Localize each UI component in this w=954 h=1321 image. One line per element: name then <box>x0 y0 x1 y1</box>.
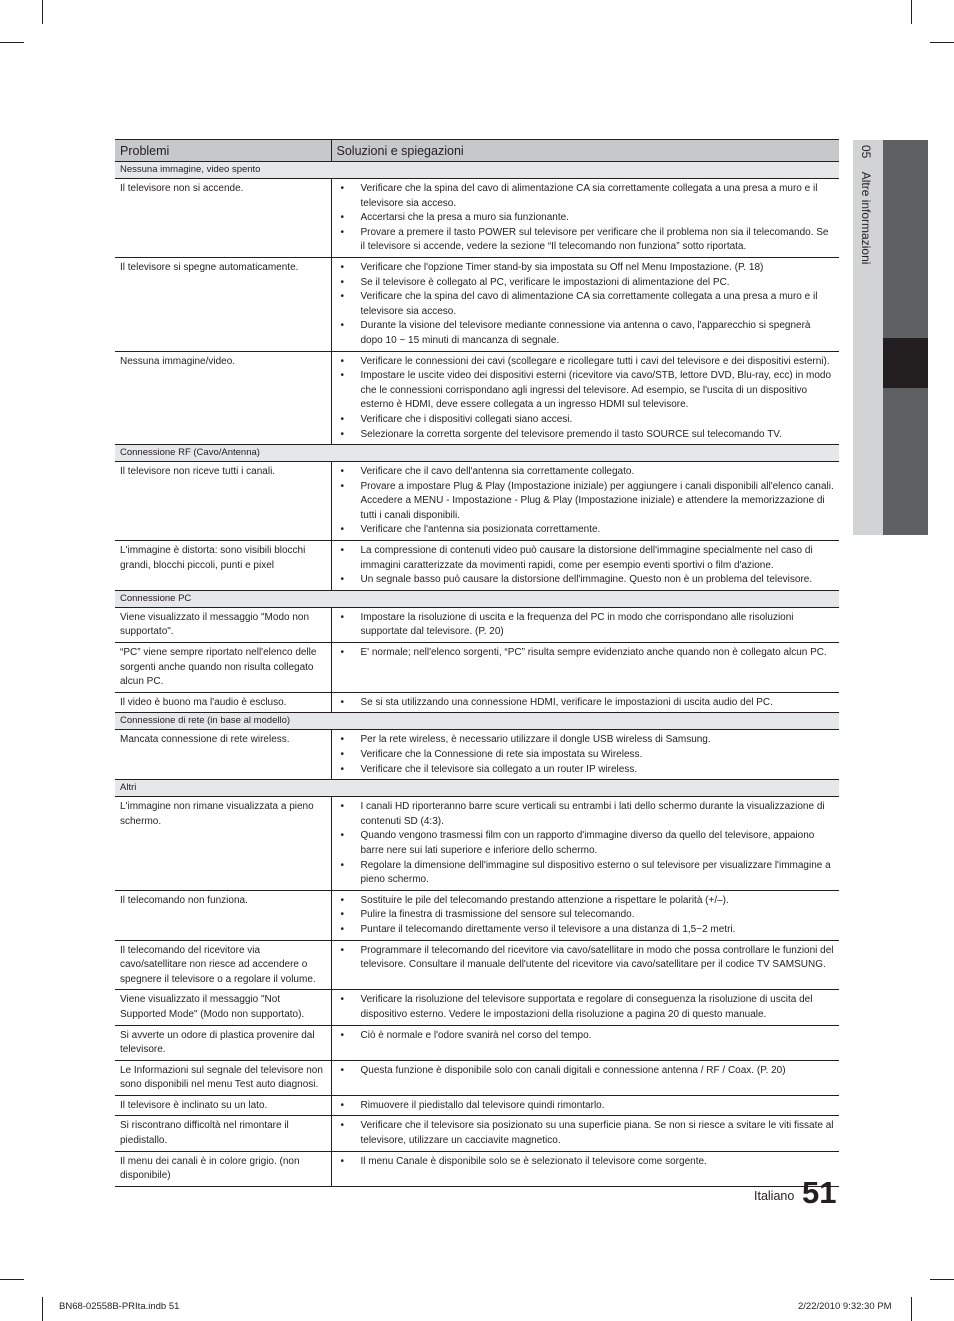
problem-cell: Viene visualizzato il messaggio "Not Supported Mode" (Modo non supportato). <box>115 990 331 1025</box>
crop-mark <box>930 1279 954 1280</box>
solution-cell <box>331 1116 839 1151</box>
table-row <box>115 1095 839 1116</box>
solution-item: • Programmare il telecomando del ricevitore via cavo/satellitare in modo che possa controllare le funzioni del televisore. Consultare il manuale dell'utente del ricevitore via cavo/satellitare per il codice TV SAMSUNG. <box>361 944 835 973</box>
solution-list <box>337 182 835 255</box>
page-language: Italiano <box>754 1189 795 1203</box>
solution-item: • Per la rete wireless, è necessario utilizzare il dongle USB wireless di Samsung. <box>361 733 835 748</box>
section-title: Nessuna immagine, video spento <box>115 162 839 179</box>
print-file-info: BN68-02558B-PRIta.indb 51 <box>59 1301 180 1312</box>
table-row <box>115 179 839 258</box>
solution-list <box>337 544 835 588</box>
problem-cell: Il televisore è inclinato su un lato. <box>115 1095 331 1116</box>
solution-item: • Verificare che la Connessione di rete sia impostata su Wireless. <box>361 748 835 763</box>
crop-mark <box>930 42 954 43</box>
problem-cell: Il televisore non si accende. <box>115 179 331 258</box>
problem-cell: “PC” viene sempre riportato nell'elenco delle sorgenti anche quando non risulta collegato alcun PC. <box>115 643 331 693</box>
solution-list <box>337 261 835 349</box>
solution-list <box>337 944 835 973</box>
section-row <box>115 780 839 797</box>
solution-list <box>337 1064 835 1079</box>
solution-cell <box>331 1095 839 1116</box>
solution-item: • La compressione di contenuti video può causare la distorsione dell'immagine specialmente nel caso di immagini caratterizzate da movimenti rapidi, come per esempio eventi sportivi o film d'azione. <box>361 544 835 573</box>
solution-list <box>337 894 835 938</box>
solution-list <box>337 355 835 443</box>
solution-cell <box>331 940 839 990</box>
table-row <box>115 257 839 351</box>
solution-item: • Verificare che il televisore sia posizionato su una superficie piana. Se non si riesce a svitare le viti fissate al televisore, utilizzare un cacciavite magnetico. <box>361 1119 835 1148</box>
section-row <box>115 162 839 179</box>
troubleshooting-table <box>115 139 839 1187</box>
section-row <box>115 713 839 730</box>
table-body <box>115 162 839 1187</box>
solution-item: • Verificare che la spina del cavo di alimentazione CA sia correttamente collegata a una presa a muro e il televisore sia acceso. <box>361 182 835 211</box>
section-title: Connessione di rete (in base al modello) <box>115 713 839 730</box>
solution-item: • Impostare le uscite video dei dispositivi esterni (ricevitore via cavo/STB, lettore DVD, Blu-ray, ecc) in modo che le connessioni corrispondano agli ingressi del televisore. Ad esempio, se l'uscita di un dispositivo esterno è HDMI, deve essere collegata a un ingresso HDMI sul televisore. <box>361 369 835 413</box>
solution-list <box>337 1119 835 1148</box>
crop-mark <box>911 0 912 24</box>
crop-mark <box>0 42 24 43</box>
problem-cell: Le Informazioni sul segnale del televisore non sono disponibili nel menu Test auto diagnosi. <box>115 1060 331 1095</box>
solution-list <box>337 646 835 661</box>
table-row <box>115 730 839 780</box>
solution-item: • Regolare la dimensione dell'immagine sul dispositivo esterno o sul televisore per visualizzare l'immagine a pieno schermo. <box>361 859 835 888</box>
table-row <box>115 940 839 990</box>
solution-list <box>337 611 835 640</box>
problem-cell: Il video è buono ma l'audio è escluso. <box>115 692 331 713</box>
solution-cell <box>331 351 839 445</box>
solution-item: • Durante la visione del televisore mediante connessione via antenna o cavo, l'apparecchio si spegnerà dopo 10 ~ 15 minuti di mancanza di segnale. <box>361 319 835 348</box>
solution-list <box>337 1099 835 1114</box>
problem-cell: Il televisore non riceve tutti i canali. <box>115 462 331 541</box>
problem-cell: Il menu dei canali è in colore grigio. (non disponibile) <box>115 1151 331 1186</box>
table-row <box>115 1116 839 1151</box>
table-row <box>115 1060 839 1095</box>
solution-list <box>337 733 835 777</box>
problem-cell: Viene visualizzato il messaggio "Modo non supportato". <box>115 607 331 642</box>
solution-item: • Il menu Canale è disponibile solo se è selezionato il televisore come sorgente. <box>361 1155 835 1170</box>
column-header-problems: Problemi <box>115 140 331 162</box>
solution-item: • Un segnale basso può causare la distorsione dell'immagine. Questo non è un problema del televisore. <box>361 573 835 588</box>
solution-cell <box>331 541 839 591</box>
solution-cell <box>331 643 839 693</box>
section-title: Connessione PC <box>115 590 839 607</box>
column-header-solutions: Soluzioni e spiegazioni <box>331 140 839 162</box>
solution-item: • Se il televisore è collegato al PC, verificare le impostazioni di alimentazione del PC. <box>361 276 835 291</box>
problem-cell: L'immagine non rimane visualizzata a pieno schermo. <box>115 797 331 891</box>
solution-item: • Verificare le connessioni dei cavi (scollegare e ricollegare tutti i cavi del televisore e dei dispositivi esterni). <box>361 355 835 370</box>
crop-mark <box>42 0 43 24</box>
problem-cell: L'immagine è distorta: sono visibili blocchi grandi, blocchi piccoli, punti e pixel <box>115 541 331 591</box>
solution-item: • Rimuovere il piedistallo dal televisore quindi rimontarlo. <box>361 1099 835 1114</box>
solution-item: • Verificare la risoluzione del televisore supportata e regolare di conseguenza la risoluzione di uscita del dispositivo esterno. Vedere le impostazioni della risoluzione a pagina 20 di questo manuale. <box>361 993 835 1022</box>
solution-cell <box>331 1025 839 1060</box>
solution-item: • Se si sta utilizzando una connessione HDMI, verificare le impostazioni di uscita audio del PC. <box>361 696 835 711</box>
solution-list <box>337 1029 835 1044</box>
section-row <box>115 445 839 462</box>
chapter-number: 05 <box>859 145 873 159</box>
solution-cell <box>331 730 839 780</box>
chapter-label <box>859 145 873 264</box>
table-row <box>115 1151 839 1186</box>
solution-list <box>337 465 835 538</box>
solution-cell <box>331 179 839 258</box>
chapter-title: Altre informazioni <box>859 171 873 265</box>
solution-cell <box>331 1060 839 1095</box>
table-row <box>115 607 839 642</box>
solution-cell <box>331 257 839 351</box>
table-row <box>115 351 839 445</box>
solution-item: • Verificare che il televisore sia collegato a un router IP wireless. <box>361 763 835 778</box>
section-title: Connessione RF (Cavo/Antenna) <box>115 445 839 462</box>
solution-item: • Puntare il telecomando direttamente verso il televisore a una distanza di 1,5~2 metri. <box>361 923 835 938</box>
solution-list <box>337 1155 835 1170</box>
solution-cell <box>331 462 839 541</box>
page-number: 51 <box>802 1175 837 1210</box>
table-header-row <box>115 140 839 162</box>
chapter-marker <box>883 338 928 388</box>
solution-item: • Provare a impostare Plug & Play (Impostazione iniziale) per aggiungere i canali disponibili all'elenco canali. Accedere a MENU - Impostazione - Plug & Play (Impostazione iniziale) e attendere la memorizzazione di tutti i canali disponibili. <box>361 480 835 524</box>
problem-cell: Mancata connessione di rete wireless. <box>115 730 331 780</box>
table-row <box>115 1025 839 1060</box>
table-row <box>115 890 839 940</box>
section-row <box>115 590 839 607</box>
solution-cell <box>331 797 839 891</box>
solution-item: • Verificare che l'opzione Timer stand-by sia impostata su Off nel Menu Impostazione. (P. 18) <box>361 261 835 276</box>
solution-list <box>337 800 835 888</box>
solution-cell <box>331 607 839 642</box>
problem-cell: Nessuna immagine/video. <box>115 351 331 445</box>
problem-cell: Si avverte un odore di plastica provenire dal televisore. <box>115 1025 331 1060</box>
solution-list <box>337 993 835 1022</box>
solution-item: • Verificare che i dispositivi collegati siano accesi. <box>361 413 835 428</box>
solution-item: • Impostare la risoluzione di uscita e la frequenza del PC in modo che corrispondano alle risoluzioni supportate dal televisore. (P. 20) <box>361 611 835 640</box>
solution-item: • Provare a premere il tasto POWER sul televisore per verificare che il problema non sia il telecomando. Se il televisore si accende, vedere la sezione “Il telecomando non funziona” sotto riportata. <box>361 226 835 255</box>
section-title: Altri <box>115 780 839 797</box>
solution-item: • Verificare che il cavo dell'antenna sia correttamente collegato. <box>361 465 835 480</box>
crop-mark <box>42 1297 43 1321</box>
table-row <box>115 643 839 693</box>
problem-cell: Il televisore si spegne automaticamente. <box>115 257 331 351</box>
crop-mark <box>911 1297 912 1321</box>
solution-item: • Pulire la finestra di trasmissione del sensore sul telecomando. <box>361 908 835 923</box>
print-date-time: 2/22/2010 9:32:30 PM <box>798 1301 892 1312</box>
solution-item: • Verificare che l'antenna sia posizionata correttamente. <box>361 523 835 538</box>
solution-item: • Questa funzione è disponibile solo con canali digitali e connessione antenna / RF / Coax. (P. 20) <box>361 1064 835 1079</box>
solution-list <box>337 696 835 711</box>
solution-item: • Selezionare la corretta sorgente del televisore premendo il tasto SOURCE sul telecomando TV. <box>361 428 835 443</box>
problem-cell: Il telecomando non funziona. <box>115 890 331 940</box>
solution-item: • Quando vengono trasmessi film con un rapporto d'immagine diverso da quello del televisore, appaiono barre nere sui lati superiore e inferiore dello schermo. <box>361 829 835 858</box>
solution-cell <box>331 692 839 713</box>
problem-cell: Si riscontrano difficoltà nel rimontare il piedistallo. <box>115 1116 331 1151</box>
table-row <box>115 541 839 591</box>
solution-cell <box>331 990 839 1025</box>
solution-item: • I canali HD riporteranno barre scure verticali su entrambi i lati dello schermo durante la visualizzazione di contenuti SD (4:3). <box>361 800 835 829</box>
table-row <box>115 990 839 1025</box>
crop-mark <box>0 1279 24 1280</box>
solution-item: • Sostituire le pile del telecomando prestando attenzione a rispettare le polarità (+/–). <box>361 894 835 909</box>
solution-item: • Verificare che la spina del cavo di alimentazione CA sia correttamente collegata a una presa a muro e il televisore sia acceso. <box>361 290 835 319</box>
solution-cell <box>331 890 839 940</box>
solution-item: • Accertarsi che la presa a muro sia funzionante. <box>361 211 835 226</box>
solution-item: • Ciò è normale e l'odore svanirà nel corso del tempo. <box>361 1029 835 1044</box>
table-row <box>115 692 839 713</box>
table-row <box>115 797 839 891</box>
table-row <box>115 462 839 541</box>
solution-cell <box>331 1151 839 1186</box>
problem-cell: Il telecomando del ricevitore via cavo/satellitare non riesce ad accendere o spegnere il televisore o a regolare il volume. <box>115 940 331 990</box>
solution-item: • E' normale; nell'elenco sorgenti, “PC” risulta sempre evidenziato anche quando non è collegato alcun PC. <box>361 646 835 661</box>
